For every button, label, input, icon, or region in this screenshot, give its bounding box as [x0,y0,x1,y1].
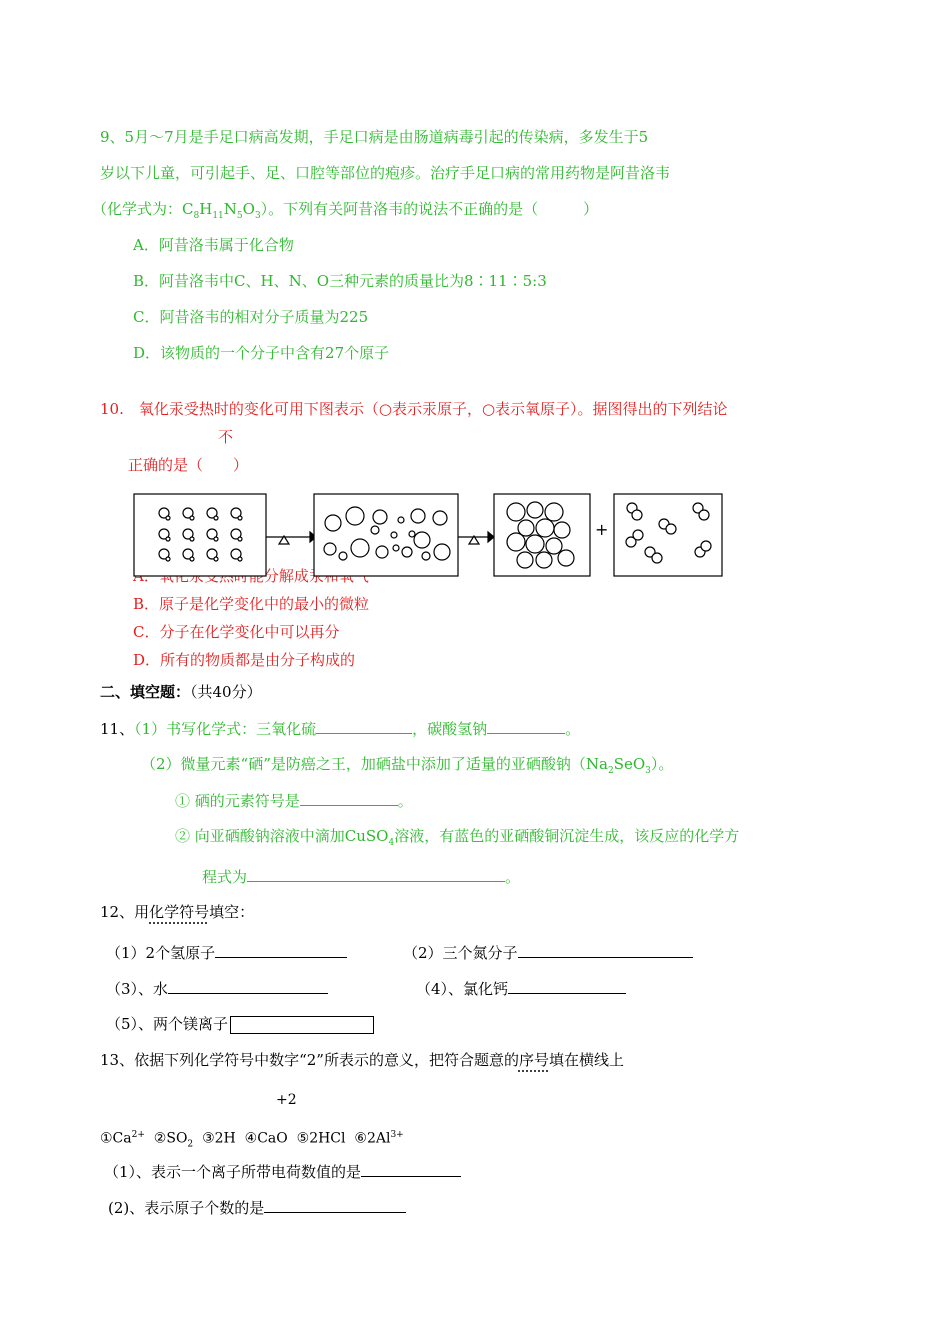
box-mercury-oxide [134,494,266,576]
q13-title: 13、依据下列化学符号中数字“2”所表示的意义，把符合题意的序号填在横线上 [100,1051,625,1069]
q12-item-4: （4）、氯化钙 [416,978,626,999]
blank-chemical-equation[interactable] [247,866,505,882]
q10-line1: 10. 氧化汞受热时的变化可用下图表示（○表示汞原子，○表示氧原子）。据图得出的下列结论 [100,400,728,418]
blank-three-nitrogen-molecules[interactable] [518,942,693,958]
blank-selenium-symbol[interactable] [300,790,398,806]
q10-option-b: B．原子是化学变化中的最小的微粒 [133,595,370,613]
q9-option-d: D．该物质的一个分子中含有27个原子 [133,344,390,362]
q12-title: 12、用化学符号填空： [100,903,255,921]
q9-line1: 9、5月～7月是手足口病高发期，手足口病是由肠道病毒引起的传染病，多发生于5 [100,128,649,146]
q11-part2: （2）微量元素“硒”是防癌之王，加硒盐中添加了适量的亚硒酸钠$(Na_2SeO_3)$。 [141,755,674,776]
blank-calcium-chloride[interactable] [508,978,626,994]
blank-ion-charge[interactable] [361,1161,461,1177]
q10-option-d: D．所有的物质都是由分子构成的 [133,651,356,669]
box-separated-atoms [314,494,458,576]
blank-two-magnesium-ions[interactable] [230,1016,374,1034]
blank-two-hydrogen-atoms[interactable] [215,942,347,958]
q9-option-c: C．阿昔洛韦的相对分子质量为225 [133,308,369,326]
q10-option-c: C．分子在化学变化中可以再分 [133,623,340,641]
plus-sign: + [595,520,609,539]
q12-item-3: （3）、水 [106,978,328,999]
q10-line2: 正确的是（ ） [128,456,249,474]
mercury-oxide-diagram [130,490,730,585]
q13-valence-mark: +2 [276,1092,297,1108]
q13-item-2: (2)、表示原子个数的是 [108,1197,406,1218]
blank-sulfur-trioxide[interactable] [316,718,412,734]
q11-sub2: ② 向亚硒酸钠溶液中滴加CuSO$_4$溶液，有蓝色的亚硒酸铜沉淀生成，该反应的化学方 [175,827,740,848]
q13-item-1: （1）、表示一个离子所带电荷数值的是 [104,1161,461,1182]
q10-not-word: 不 [218,428,234,446]
arrow-heat-1 [266,532,316,544]
q11-sub2-equation: 程式为 。 [202,868,521,886]
q13-symbols: $①Ca^{2+}$ $②SO_2$ ③2H ④CaO ⑤2HCl $⑥2Al^{3+}$ [100,1130,404,1150]
q11-part1: 11、（1）书写化学式：三氧化硫 ，碳酸氢钠 。 [100,720,581,738]
blank-water[interactable] [168,978,328,994]
q11-sub1: ① 硒的元素符号是 。 [175,792,413,810]
section-2-heading: 二、填空题：（共40分） [100,683,262,701]
q9-line3: （化学式为：$C_8H_{11}N_5O_3$）。下列有关阿昔洛韦的说法不正确的是（ ） [92,200,599,221]
q12-item-1: （1）2个氢原子 [106,942,347,963]
arrow-heat-2 [458,532,494,544]
q9-option-b: B．阿昔洛韦中C、H、N、O三种元素的质量比为8∶11∶5:3 [133,272,547,290]
q9-option-a: A．阿昔洛韦属于化合物 [133,236,294,254]
q12-item-5: （5）、两个镁离子 [106,1014,374,1034]
q12-item-2: （2）三个氮分子 [403,942,693,963]
blank-sodium-bicarbonate[interactable] [487,718,565,734]
q9-line2: 岁以下儿童，可引起手、足、口腔等部位的疱疹。治疗手足口病的常用药物是阿昔洛韦 [100,164,671,182]
blank-atom-count[interactable] [264,1197,406,1213]
